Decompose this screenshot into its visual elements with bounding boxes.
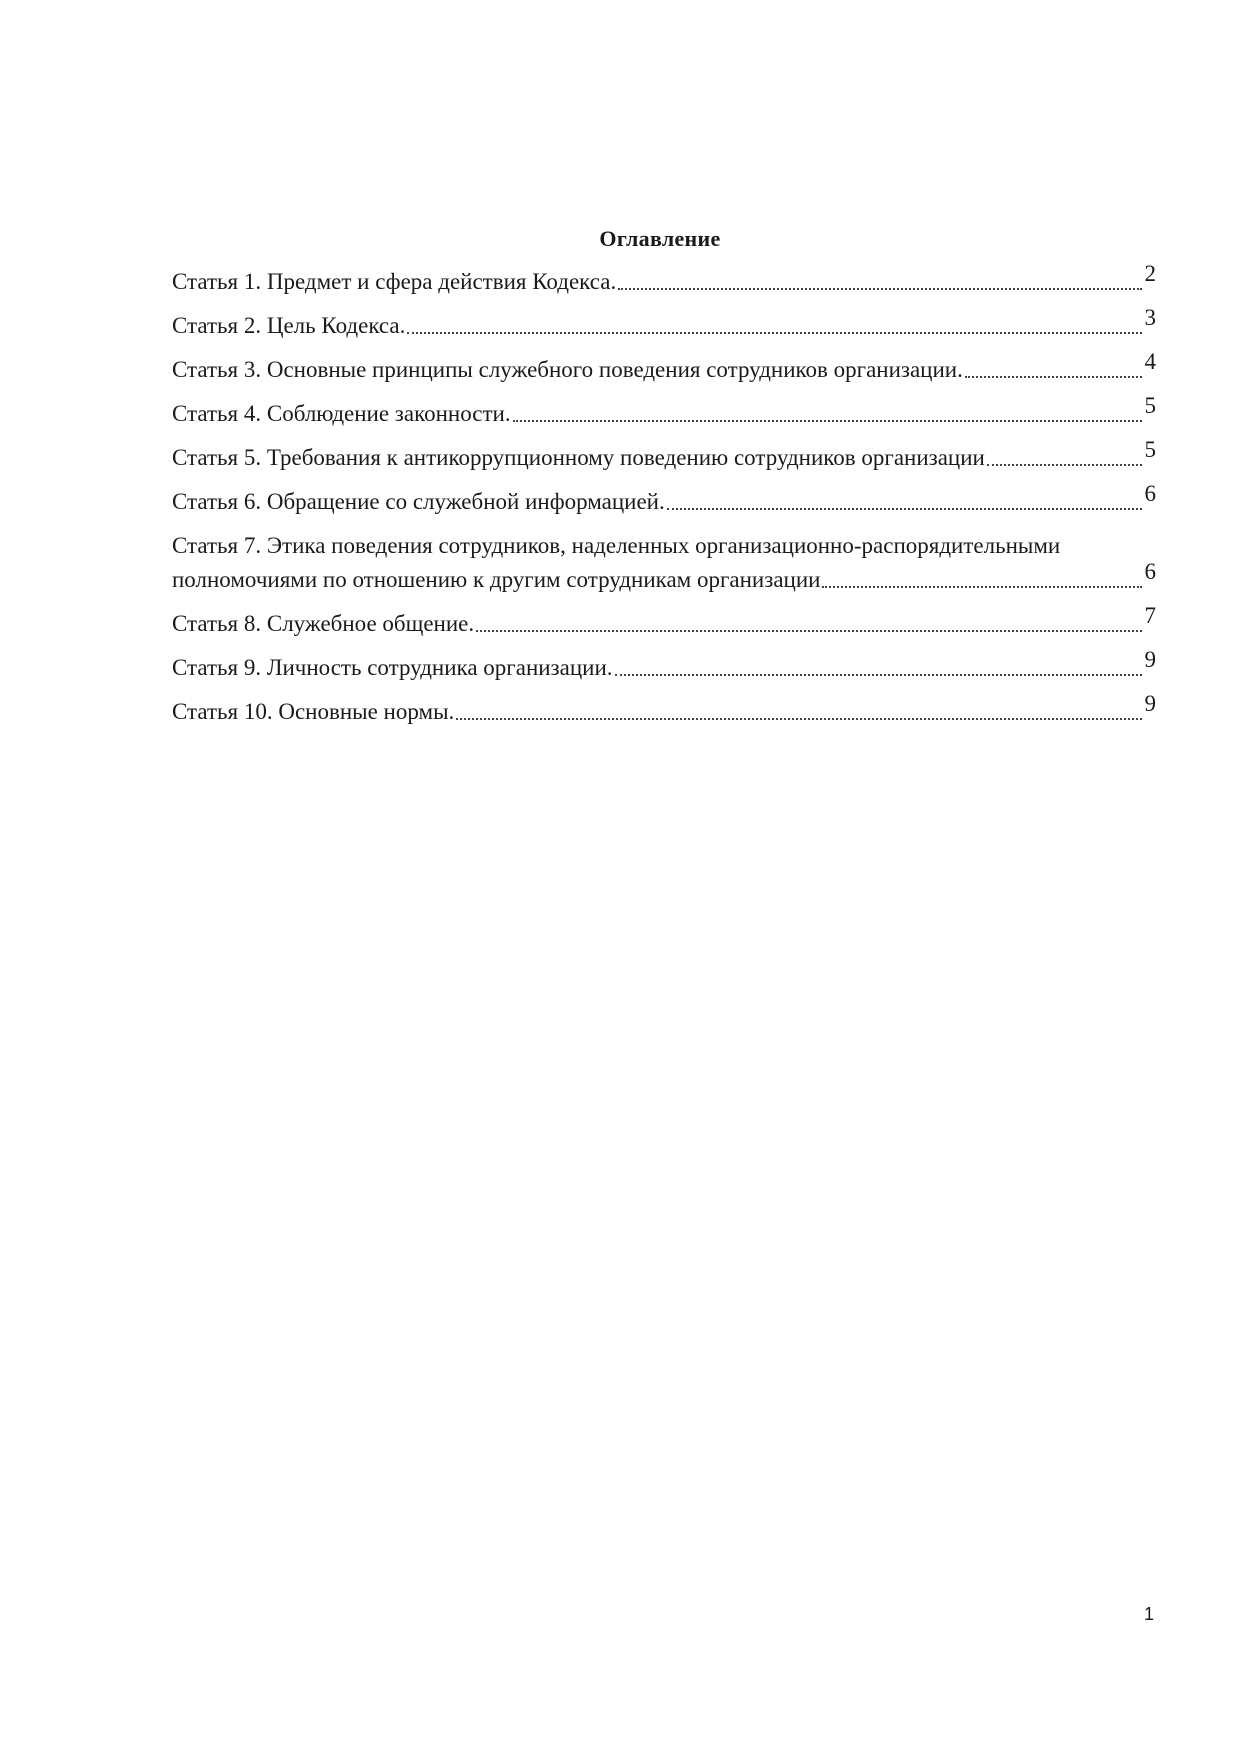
toc-entry-6[interactable]: [172, 481, 1156, 516]
toc-entry-text: Статья 3. Основные принципы служебного поведения сотрудников организации.: [172, 357, 963, 382]
toc-entry-multiline: [172, 532, 1156, 594]
toc-entry-page: 2: [1144, 261, 1156, 286]
toc-entry-9[interactable]: [172, 647, 1156, 682]
dot-leader: [987, 464, 1142, 466]
toc-entry-7[interactable]: [172, 532, 1156, 594]
dot-leader: [513, 420, 1142, 422]
dot-leader: [618, 288, 1141, 290]
toc-entry-3[interactable]: [172, 349, 1156, 384]
toc-entry-text: Статья 8. Служебное общение.: [172, 611, 475, 636]
table-of-contents: [172, 261, 1156, 742]
toc-entry-page: 7: [1144, 603, 1156, 628]
toc-entry-page: 5: [1144, 393, 1156, 418]
toc-entry-text-line1: Статья 7. Этика поведения сотрудников, наделенных организационно-распорядительными: [172, 533, 1061, 558]
toc-entry-page: 6: [1144, 481, 1156, 506]
toc-entry-text: Статья 1. Предмет и сфера действия Кодекса.: [172, 269, 617, 294]
dot-leader: [965, 376, 1142, 378]
toc-entry-8[interactable]: [172, 603, 1156, 638]
toc-entry-page: 3: [1144, 305, 1156, 330]
toc-entry-text: Статья 5. Требования к антикоррупционному поведению сотрудников организации: [172, 445, 985, 470]
toc-entry-text: Статья 6. Обращение со служебной информацией.: [172, 489, 665, 514]
dot-leader: [407, 332, 1141, 334]
toc-title: Оглавление: [599, 226, 721, 251]
toc-entry-page: 5: [1144, 437, 1156, 462]
dot-leader: [476, 630, 1141, 632]
toc-entry-page: 9: [1144, 691, 1156, 716]
toc-entry-text: Статья 2. Цель Кодекса.: [172, 313, 406, 338]
toc-entry-text: Статья 9. Личность сотрудника организации.: [172, 655, 613, 680]
dot-leader: [822, 586, 1141, 588]
toc-entry-text: Статья 4. Соблюдение законности.: [172, 401, 511, 426]
dot-leader: [456, 718, 1141, 720]
toc-entry-line2-row: [172, 559, 1156, 594]
dot-leader: [615, 674, 1142, 676]
dot-leader: [667, 508, 1142, 510]
toc-entry-5[interactable]: [172, 437, 1156, 472]
toc-entry-2[interactable]: [172, 305, 1156, 340]
toc-entry-text-line2: полномочиями по отношению к другим сотрудникам организации: [172, 567, 821, 592]
toc-entry-4[interactable]: [172, 393, 1156, 428]
toc-entry-page: 9: [1144, 647, 1156, 672]
toc-entry-10[interactable]: [172, 691, 1156, 726]
toc-entry-page: 6: [1144, 559, 1156, 584]
page-number: 1: [1144, 1604, 1155, 1624]
toc-entry-text: Статья 10. Основные нормы.: [172, 699, 455, 724]
toc-entry-page: 4: [1144, 349, 1156, 374]
toc-entry-1[interactable]: [172, 261, 1156, 296]
